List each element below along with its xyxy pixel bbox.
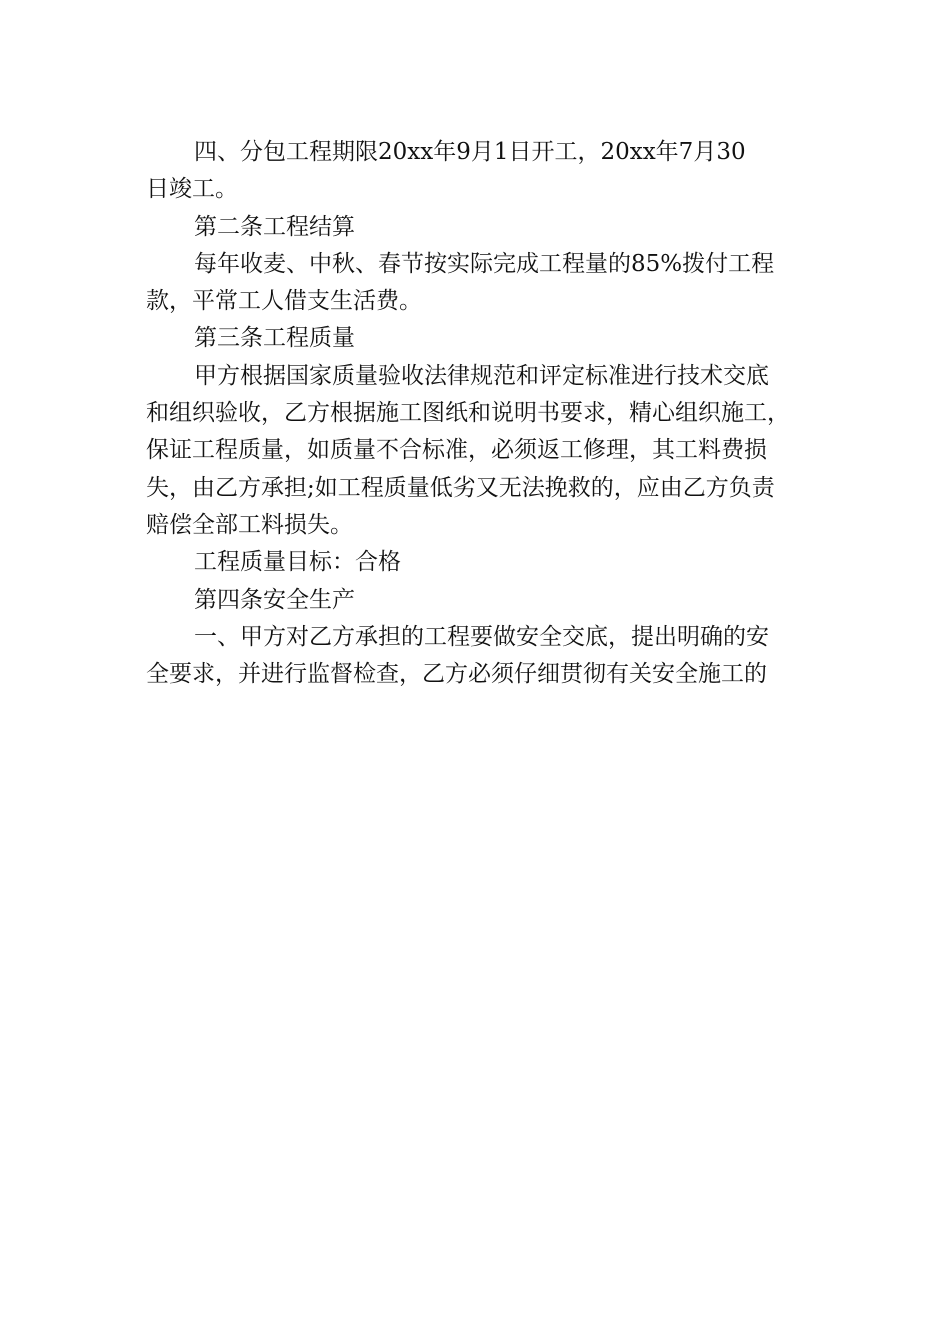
section-heading-quality: 第三条工程质量: [194, 325, 355, 352]
document-body: [146, 134, 826, 693]
text-line-9: 保证工程质量，如质量不合标准，必须返工修理，其工料费损: [146, 437, 767, 464]
section-heading-settlement: 第二条工程结算: [194, 213, 355, 240]
text-line-8: 和组织验收，乙方根据施工图纸和说明书要求，精心组织施工，: [146, 400, 790, 427]
section-heading-safety: 第四条安全生产: [194, 586, 355, 613]
text-line-14: 一、甲方对乙方承担的工程要做安全交底，提出明确的安: [194, 623, 769, 650]
text-line-1: 四、分包工程期限20xx年9月1日开工，20xx年7月30: [194, 139, 746, 165]
text-line-4: 每年收麦、中秋、春节按实际完成工程量的85%拨付工程: [194, 250, 775, 277]
text-line-5: 款，平常工人借支生活费。: [146, 288, 422, 315]
quality-target-line: 工程质量目标：合格: [194, 549, 401, 576]
text-line-11: 赔偿全部工料损失。: [146, 511, 353, 538]
text-line-10: 失，由乙方承担;如工程质量低劣又无法挽救的，应由乙方负责: [146, 474, 775, 501]
text-line-15: 全要求，并进行监督检查，乙方必须仔细贯彻有关安全施工的: [146, 661, 767, 688]
text-line-2: 日竣工。: [146, 176, 238, 203]
text-line-7: 甲方根据国家质量验收法律规范和评定标准进行技术交底: [194, 362, 769, 389]
